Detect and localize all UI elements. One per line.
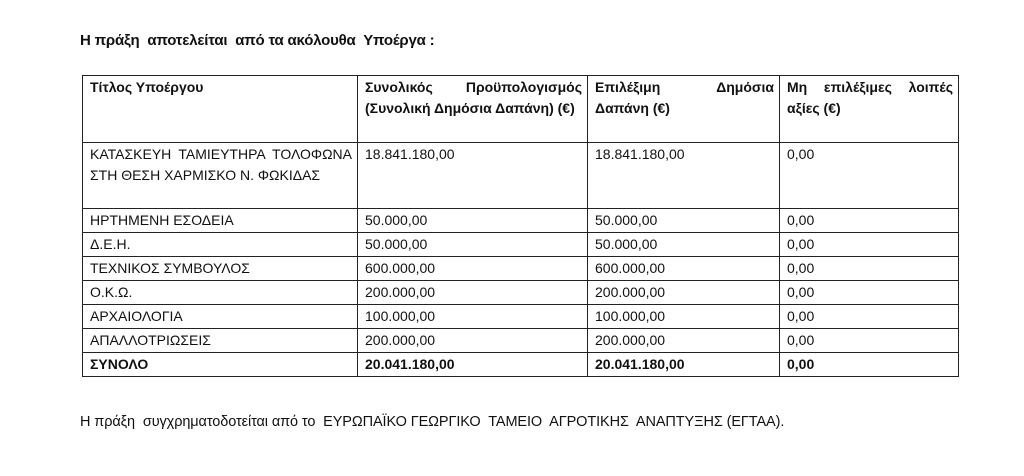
cell-subproject-title: Δ.Ε.Η. bbox=[83, 233, 358, 257]
table-row bbox=[83, 143, 959, 209]
cell-eligible-spending: 100.000,00 bbox=[588, 305, 780, 329]
cell-total-budget-sum: 20.041.180,00 bbox=[358, 353, 588, 377]
cell-non-eligible: 0,00 bbox=[780, 209, 959, 233]
header-total-budget: Συνολικός Προϋπολογισμός (Συνολική Δημόσια Δαπάνη) (€) bbox=[358, 76, 588, 143]
cell-non-eligible: 0,00 bbox=[780, 281, 959, 305]
intro-heading: Η πράξη αποτελείται από τα ακόλουθα Υποέργα : bbox=[80, 32, 435, 49]
cell-total-label: ΣΥΝΟΛΟ bbox=[83, 353, 358, 377]
cell-subproject-title: ΑΠΑΛΛΟΤΡΙΩΣΕΙΣ bbox=[83, 329, 358, 353]
cell-non-eligible: 0,00 bbox=[780, 329, 959, 353]
header-title: Τίτλος Υποέργου bbox=[83, 76, 358, 143]
header-non-eligible: Μη επιλέξιμες λοιπές αξίες (€) bbox=[780, 76, 959, 143]
cell-non-eligible: 0,00 bbox=[780, 143, 959, 209]
cell-total-budget: 50.000,00 bbox=[358, 233, 588, 257]
cell-eligible-spending: 50.000,00 bbox=[588, 209, 780, 233]
cell-non-eligible-sum: 0,00 bbox=[780, 353, 959, 377]
cell-non-eligible: 0,00 bbox=[780, 233, 959, 257]
cell-eligible-spending: 18.841.180,00 bbox=[588, 143, 780, 209]
table-row bbox=[83, 281, 959, 305]
cell-eligible-spending: 50.000,00 bbox=[588, 233, 780, 257]
cell-total-budget: 600.000,00 bbox=[358, 257, 588, 281]
cell-eligible-spending: 200.000,00 bbox=[588, 281, 780, 305]
table-row bbox=[83, 257, 959, 281]
table-row bbox=[83, 209, 959, 233]
cell-subproject-title: ΚΑΤΑΣΚΕΥΗ ΤΑΜΙΕΥΤΗΡΑ ΤΟΛΟΦΩΝΑ ΣΤΗ ΘΕΣΗ ΧΑΡΜΙΣΚΟ Ν. ΦΩΚΙΔΑΣ bbox=[83, 143, 358, 209]
subprojects-table bbox=[82, 75, 959, 377]
cell-subproject-title: ΤΕΧΝΙΚΟΣ ΣΥΜΒΟΥΛΟΣ bbox=[83, 257, 358, 281]
table-row bbox=[83, 305, 959, 329]
header-eligible-spending: Επιλέξιμη Δημόσια Δαπάνη (€) bbox=[588, 76, 780, 143]
cell-subproject-title: ΑΡΧΑΙΟΛΟΓΙΑ bbox=[83, 305, 358, 329]
cell-total-budget: 200.000,00 bbox=[358, 329, 588, 353]
cell-non-eligible: 0,00 bbox=[780, 305, 959, 329]
cell-subproject-title: Ο.Κ.Ω. bbox=[83, 281, 358, 305]
cell-total-budget: 100.000,00 bbox=[358, 305, 588, 329]
cell-non-eligible: 0,00 bbox=[780, 257, 959, 281]
cell-total-budget: 50.000,00 bbox=[358, 209, 588, 233]
table-row bbox=[83, 233, 959, 257]
cell-subproject-title: ΗΡΤΗΜΕΝΗ ΕΣΟΔΕΙΑ bbox=[83, 209, 358, 233]
table-total-row bbox=[83, 353, 959, 377]
table-row bbox=[83, 329, 959, 353]
cofinancing-note: Η πράξη συγχρηματοδοτείται από το ΕΥΡΩΠΑΪΚΟ ΓΕΩΡΓΙΚΟ ΤΑΜΕΙΟ ΑΓΡΟΤΙΚΗΣ ΑΝΑΠΤΥΞΗΣ (ΕΓΤΑΑ). bbox=[80, 414, 785, 430]
table-header-row bbox=[83, 76, 959, 143]
cell-eligible-spending-sum: 20.041.180,00 bbox=[588, 353, 780, 377]
cell-eligible-spending: 600.000,00 bbox=[588, 257, 780, 281]
cell-total-budget: 200.000,00 bbox=[358, 281, 588, 305]
cell-eligible-spending: 200.000,00 bbox=[588, 329, 780, 353]
cell-total-budget: 18.841.180,00 bbox=[358, 143, 588, 209]
